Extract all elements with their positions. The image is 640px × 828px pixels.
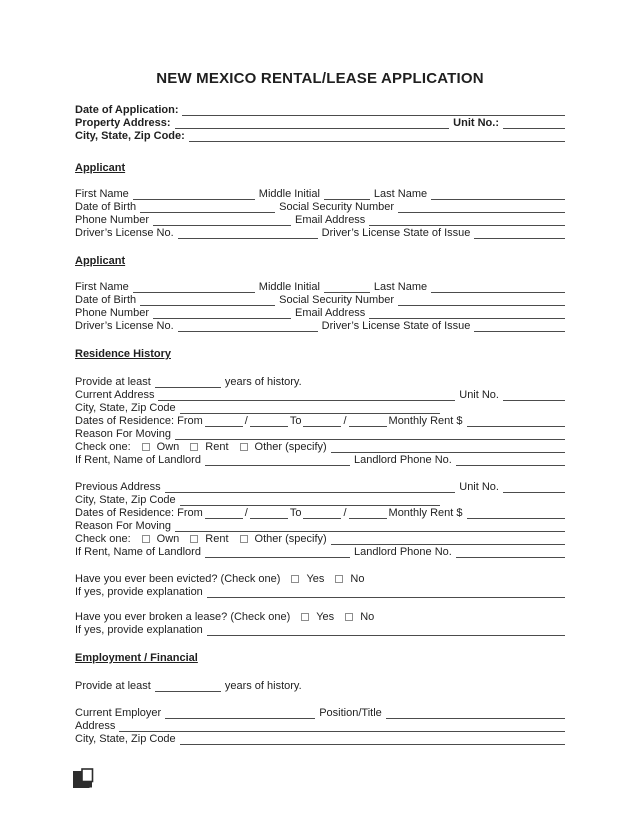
evicted-explanation-row <box>75 585 565 598</box>
date-of-birth-label: Date of Birth <box>75 294 137 306</box>
yes-label: Yes <box>306 573 325 585</box>
current-address-line[interactable] <box>158 390 455 401</box>
drivers-license-state-line[interactable] <box>474 321 565 332</box>
previous-address-line[interactable] <box>165 482 456 493</box>
rent-label: Rent <box>205 441 229 453</box>
city-state-zip-line[interactable] <box>180 495 440 506</box>
landlord-phone-line[interactable] <box>456 455 565 466</box>
current-employer-line[interactable] <box>165 708 315 719</box>
years-of-history-label: years of history. <box>224 376 302 388</box>
position-title-line[interactable] <box>386 708 565 719</box>
landlord-phone-label: Landlord Phone No. <box>353 546 452 558</box>
property-address-label: Property Address: <box>75 117 171 129</box>
evicted-no-checkbox[interactable] <box>335 575 343 583</box>
dates-of-residence-label: Dates of Residence: From <box>75 507 203 519</box>
applicant-2-name-row <box>75 280 565 293</box>
legaltemplates-logo-icon <box>73 768 96 791</box>
evicted-question-block <box>75 572 565 598</box>
from-month-line[interactable] <box>205 416 243 427</box>
broken-lease-yes-checkbox[interactable] <box>301 613 309 621</box>
unit-no-label: Unit No. <box>459 481 499 493</box>
provide-at-least-label: Provide at least <box>75 680 151 692</box>
slash: / <box>244 507 248 519</box>
broken-lease-explanation-line[interactable] <box>207 625 565 636</box>
rent-label: Rent <box>205 533 229 545</box>
employment-financial-section <box>75 652 565 745</box>
city-state-zip-label: City, State, Zip Code <box>75 494 176 506</box>
own-label: Own <box>156 441 180 453</box>
city-state-zip-label: City, State, Zip Code: <box>75 130 185 142</box>
monthly-rent-label: Monthly Rent $ <box>388 507 463 519</box>
middle-initial-label: Middle Initial <box>258 281 320 293</box>
drivers-license-no-line[interactable] <box>178 321 318 332</box>
check-one-label: Check one: <box>75 441 131 453</box>
email-address-label: Email Address <box>295 214 366 226</box>
if-rent-landlord-label: If Rent, Name of Landlord <box>75 454 201 466</box>
provide-at-least-label: Provide at least <box>75 376 151 388</box>
applicant-1-license-row <box>75 226 565 239</box>
landlord-phone-label: Landlord Phone No. <box>353 454 452 466</box>
previous-address-label: Previous Address <box>75 481 161 493</box>
first-name-line[interactable] <box>133 282 255 293</box>
position-title-label: Position/Title <box>319 707 382 719</box>
unit-no-label: Unit No.: <box>453 117 499 129</box>
unit-no-label: Unit No. <box>459 389 499 401</box>
other-checkbox[interactable] <box>240 443 248 451</box>
employer-city-line[interactable] <box>180 734 565 745</box>
to-year-line[interactable] <box>349 416 387 427</box>
first-name-label: First Name <box>75 188 129 200</box>
applicant-1-heading: Applicant <box>75 162 126 174</box>
applicant-2-phone-row <box>75 306 565 319</box>
own-checkbox[interactable] <box>142 535 150 543</box>
evicted-yes-checkbox[interactable] <box>291 575 299 583</box>
employment-years-row <box>75 679 565 692</box>
if-yes-explanation-label: If yes, provide explanation <box>75 624 203 636</box>
property-address-row <box>75 116 565 129</box>
broken-lease-explanation-row <box>75 623 565 636</box>
address-label: Address <box>75 720 116 732</box>
last-name-label: Last Name <box>373 281 428 293</box>
current-address-row <box>75 388 565 401</box>
previous-city-row <box>75 493 565 506</box>
applicant-2-heading: Applicant <box>75 255 126 267</box>
current-landlord-row <box>75 453 565 466</box>
if-rent-landlord-label: If Rent, Name of Landlord <box>75 546 201 558</box>
no-label: No <box>360 611 375 623</box>
monthly-rent-line[interactable] <box>467 508 565 519</box>
from-year-line[interactable] <box>250 416 288 427</box>
property-address-line[interactable] <box>175 118 450 129</box>
to-month-line[interactable] <box>303 416 341 427</box>
broken-lease-question-label: Have you ever broken a lease? (Check one) <box>75 611 291 623</box>
other-checkbox[interactable] <box>240 535 248 543</box>
slash: / <box>343 507 347 519</box>
previous-check-one-row <box>75 532 565 545</box>
other-specify-label: Other (specify) <box>254 441 327 453</box>
to-label: To <box>289 507 302 519</box>
ssn-line[interactable] <box>398 295 565 306</box>
form-title: NEW MEXICO RENTAL/LEASE APPLICATION <box>156 70 484 87</box>
current-check-one-row <box>75 440 565 453</box>
phone-number-line[interactable] <box>153 308 291 319</box>
dates-of-residence-label: Dates of Residence: From <box>75 415 203 427</box>
landlord-phone-line[interactable] <box>456 547 565 558</box>
years-of-history-label: years of history. <box>224 680 302 692</box>
last-name-label: Last Name <box>373 188 428 200</box>
monthly-rent-line[interactable] <box>467 416 565 427</box>
previous-address-row <box>75 480 565 493</box>
phone-number-line[interactable] <box>153 215 291 226</box>
employer-city-row <box>75 732 565 745</box>
no-label: No <box>350 573 365 585</box>
city-state-zip-label: City, State, Zip Code <box>75 402 176 414</box>
applicant-1-dob-row <box>75 200 565 213</box>
from-month-line[interactable] <box>205 508 243 519</box>
applicant-2-license-row <box>75 319 565 332</box>
rent-checkbox[interactable] <box>190 535 198 543</box>
applicant-1-name-row <box>75 187 565 200</box>
broken-lease-no-checkbox[interactable] <box>345 613 353 621</box>
city-state-zip-line[interactable] <box>189 131 565 142</box>
current-city-row <box>75 401 565 414</box>
city-state-zip-label: City, State, Zip Code <box>75 733 176 745</box>
to-month-line[interactable] <box>303 508 341 519</box>
own-label: Own <box>156 533 180 545</box>
email-address-label: Email Address <box>295 307 366 319</box>
evicted-question-row <box>75 572 565 585</box>
yes-label: Yes <box>316 611 335 623</box>
slash: / <box>343 415 347 427</box>
applicant-2-section <box>75 255 565 332</box>
date-of-birth-label: Date of Birth <box>75 201 137 213</box>
own-checkbox[interactable] <box>142 443 150 451</box>
applicant-2-dob-row <box>75 293 565 306</box>
previous-dates-row <box>75 506 565 519</box>
current-employer-label: Current Employer <box>75 707 162 719</box>
first-name-line[interactable] <box>133 189 255 200</box>
first-name-label: First Name <box>75 281 129 293</box>
drivers-license-state-line[interactable] <box>474 228 565 239</box>
employer-address-line[interactable] <box>119 721 565 732</box>
ssn-line[interactable] <box>398 202 565 213</box>
residence-years-row <box>75 375 565 388</box>
monthly-rent-label: Monthly Rent $ <box>388 415 463 427</box>
middle-initial-line[interactable] <box>324 189 370 200</box>
check-one-label: Check one: <box>75 533 131 545</box>
drivers-license-no-label: Driver’s License No. <box>75 320 174 332</box>
current-address-label: Current Address <box>75 389 155 401</box>
email-address-line[interactable] <box>369 215 565 226</box>
phone-number-label: Phone Number <box>75 214 149 226</box>
reason-for-moving-line[interactable] <box>175 521 565 532</box>
unit-no-line[interactable] <box>503 390 565 401</box>
email-address-line[interactable] <box>369 308 565 319</box>
phone-number-label: Phone Number <box>75 307 149 319</box>
slash: / <box>244 415 248 427</box>
if-yes-explanation-label: If yes, provide explanation <box>75 586 203 598</box>
ssn-label: Social Security Number <box>279 294 395 306</box>
date-of-application-row <box>75 103 565 116</box>
previous-address-block <box>75 480 565 558</box>
to-label: To <box>289 415 302 427</box>
middle-initial-line[interactable] <box>324 282 370 293</box>
drivers-license-no-line[interactable] <box>178 228 318 239</box>
evicted-question-label: Have you ever been evicted? (Check one) <box>75 573 281 585</box>
header-fields <box>75 103 565 142</box>
applicant-1-section <box>75 162 565 239</box>
date-of-birth-line[interactable] <box>140 295 275 306</box>
other-specify-line[interactable] <box>331 442 565 453</box>
landlord-name-line[interactable] <box>205 547 350 558</box>
date-of-birth-line[interactable] <box>140 202 275 213</box>
current-employer-row <box>75 706 565 719</box>
reason-for-moving-label: Reason For Moving <box>75 520 171 532</box>
other-specify-line[interactable] <box>331 534 565 545</box>
ssn-label: Social Security Number <box>279 201 395 213</box>
date-of-application-line[interactable] <box>182 105 565 116</box>
middle-initial-label: Middle Initial <box>258 188 320 200</box>
to-year-line[interactable] <box>349 508 387 519</box>
previous-reason-row <box>75 519 565 532</box>
last-name-line[interactable] <box>431 282 565 293</box>
broken-lease-question-row <box>75 610 565 623</box>
evicted-explanation-line[interactable] <box>207 587 565 598</box>
current-dates-row <box>75 414 565 427</box>
applicant-1-phone-row <box>75 213 565 226</box>
current-reason-row <box>75 427 565 440</box>
previous-landlord-row <box>75 545 565 558</box>
years-of-history-line[interactable] <box>155 377 221 388</box>
drivers-license-no-label: Driver’s License No. <box>75 227 174 239</box>
city-state-zip-row <box>75 129 565 142</box>
current-address-block <box>75 388 565 466</box>
drivers-license-state-label: Driver’s License State of Issue <box>321 227 471 239</box>
employment-financial-heading: Employment / Financial <box>75 652 198 664</box>
rent-checkbox[interactable] <box>190 443 198 451</box>
from-year-line[interactable] <box>250 508 288 519</box>
residence-history-heading: Residence History <box>75 348 171 360</box>
last-name-line[interactable] <box>431 189 565 200</box>
reason-for-moving-label: Reason For Moving <box>75 428 171 440</box>
unit-no-line[interactable] <box>503 482 565 493</box>
other-specify-label: Other (specify) <box>254 533 327 545</box>
broken-lease-question-block <box>75 610 565 636</box>
reason-for-moving-line[interactable] <box>175 429 565 440</box>
landlord-name-line[interactable] <box>205 455 350 466</box>
years-of-history-line[interactable] <box>155 681 221 692</box>
city-state-zip-line[interactable] <box>180 403 440 414</box>
employer-address-row <box>75 719 565 732</box>
date-of-application-label: Date of Application: <box>75 104 179 116</box>
drivers-license-state-label: Driver’s License State of Issue <box>321 320 471 332</box>
residence-history-section <box>75 348 565 636</box>
unit-no-line[interactable] <box>503 118 565 129</box>
